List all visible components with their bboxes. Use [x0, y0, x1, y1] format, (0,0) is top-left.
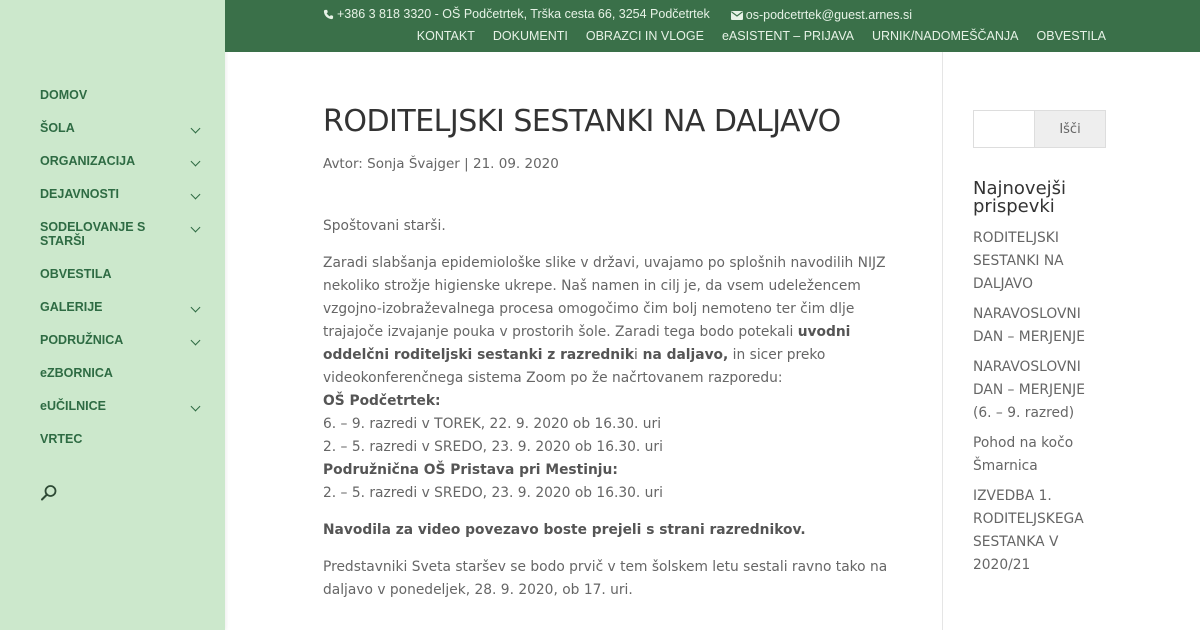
- phone-icon: [323, 9, 334, 20]
- top-bar: [225, 0, 1200, 52]
- email-text: os-podcetrtek@guest.arnes.si: [745, 8, 913, 22]
- post-meta: Avtor: Sonja Švajger | 21. 09. 2020: [323, 156, 559, 172]
- nav-item-podruznica[interactable]: [40, 333, 210, 347]
- top-nav: [417, 29, 1106, 43]
- school-heading: Podružnična OŠ Pristava pri Mestinju:: [323, 462, 618, 478]
- nav-item-label: ŠOLA: [40, 121, 75, 135]
- instructions-bold: Navodila za video povezavo boste prejeli s strani razrednikov.: [323, 522, 806, 538]
- recent-post-link[interactable]: IZVEDBA 1. RODITELJSKEGA SESTANKA V 2020/21: [973, 488, 1084, 573]
- nav-item-sola[interactable]: [40, 121, 210, 135]
- nav-item-obvestila[interactable]: [40, 267, 160, 281]
- nav-item-domov[interactable]: [40, 88, 160, 102]
- paragraph-bold: na daljavo,: [637, 347, 729, 363]
- nav-item-label: eZBORNICA: [40, 366, 113, 380]
- nav-item-dejavnosti[interactable]: [40, 187, 210, 201]
- top-link-kontakt[interactable]: KONTAKT: [416, 29, 475, 43]
- nav-item-label: GALERIJE: [40, 300, 103, 314]
- paragraph-bold: uvodni oddelčni roditeljski sestanki z razrednik: [323, 324, 851, 363]
- phone-text: +386 3 818 3320 - OŠ Podčetrtek, Trška cesta 66, 3254 Podčetrtek: [337, 7, 710, 21]
- top-link-urnik[interactable]: URNIK/NADOMEŠČANJA: [871, 29, 1019, 43]
- paragraph: Predstavniki Sveta staršev se bodo prvič v tem šolskem letu sestali ravno tako na daljavo v ponedeljek, 28. 9. 2020, ob 17. uri.: [323, 559, 888, 598]
- top-link-obvestila[interactable]: OBVESTILA: [1036, 29, 1106, 43]
- nav-item-organizacija[interactable]: [40, 154, 210, 168]
- recent-post-link[interactable]: NARAVOSLOVNI DAN – MERJENJE: [973, 306, 1085, 345]
- phone-info: [323, 7, 710, 21]
- nav-item-eucilnice[interactable]: [40, 399, 210, 413]
- chevron-down-icon[interactable]: [191, 190, 201, 200]
- nav-item-label: SODELOVANJE S STARŠI: [40, 220, 146, 248]
- post-title: RODITELJSKI SESTANKI NA DALJAVO: [323, 104, 841, 139]
- nav-item-sodelovanje[interactable]: [40, 220, 210, 248]
- paragraph-text: in sicer preko videokonferenčnega sistema Zoom po že načrtovanem razporedu:: [323, 347, 826, 386]
- top-link-easistent[interactable]: eASISTENT – PRIJAVA: [721, 29, 854, 43]
- chevron-down-icon[interactable]: [191, 303, 201, 313]
- widget-search: [973, 110, 1105, 148]
- search-button[interactable]: Išči: [1034, 110, 1106, 148]
- email-info[interactable]: [731, 8, 912, 22]
- instructions: [323, 519, 901, 542]
- nav-item-label: DEJAVNOSTI: [40, 187, 119, 201]
- chevron-down-icon[interactable]: [191, 336, 201, 346]
- nav-item-label: PODRUŽNICA: [40, 333, 124, 347]
- paragraph-text: i: [634, 347, 638, 363]
- nav-item-label: ORGANIZACIJA: [40, 154, 136, 168]
- chevron-down-icon[interactable]: [191, 124, 201, 134]
- post-content: [323, 104, 901, 616]
- nav-item-ezbornica[interactable]: [40, 366, 160, 380]
- schedule-line: 6. – 9. razredi v TOREK, 22. 9. 2020 ob 16.30. uri: [323, 416, 662, 432]
- schedule-line: 2. – 5. razredi v SREDO, 23. 9. 2020 ob 16.30. uri: [323, 439, 663, 455]
- search-icon[interactable]: [40, 484, 58, 502]
- top-link-dokumenti[interactable]: DOKUMENTI: [492, 29, 568, 43]
- mail-icon: [731, 11, 743, 20]
- greeting: Spoštovani starši.: [323, 218, 446, 234]
- nav-item-label: DOMOV: [40, 88, 88, 102]
- school-heading: OŠ Podčetrtek:: [323, 393, 441, 409]
- left-sidebar: [0, 0, 225, 630]
- top-link-obrazci[interactable]: OBRAZCI IN VLOGE: [585, 29, 704, 43]
- nav-item-label: VRTEC: [40, 432, 83, 446]
- nav-item-vrtec[interactable]: [40, 432, 160, 446]
- divider: [942, 52, 943, 630]
- nav-item-galerije[interactable]: [40, 300, 210, 314]
- chevron-down-icon[interactable]: [191, 157, 201, 167]
- paragraph-text: Zaradi slabšanja epidemiološke slike v državi, uvajamo po splošnih navodilih NIJZ nekoliko strožje higienske ukrepe. Naš namen in cilj je, da vsem udeležencem vzgojno-izobraževalnega procesa omogočimo čim bolj nemoteno ter čim dlje trajajoče izvajanje pouka v prostorih šole. Zaradi tega bodo potekali: [323, 255, 886, 340]
- paragraph: [323, 252, 901, 505]
- search-input[interactable]: [973, 110, 1034, 148]
- chevron-down-icon[interactable]: [191, 223, 201, 233]
- nav-item-label: OBVESTILA: [40, 267, 112, 281]
- nav-item-label: eUČILNICE: [40, 399, 106, 413]
- schedule-line: 2. – 5. razredi v SREDO, 23. 9. 2020 ob 16.30. uri: [323, 485, 663, 501]
- contact-info: [323, 7, 912, 23]
- recent-posts-list: [973, 227, 1105, 584]
- recent-posts-title: Najnovejši prispevki: [973, 178, 1067, 217]
- recent-post-link[interactable]: RODITELJSKI SESTANKI NA DALJAVO: [973, 230, 1064, 292]
- recent-post-link[interactable]: Pohod na kočo Šmarnica: [973, 435, 1074, 474]
- chevron-down-icon[interactable]: [191, 402, 201, 412]
- post-body: [323, 215, 901, 602]
- recent-post-link[interactable]: NARAVOSLOVNI DAN – MERJENJE (6. – 9. razred): [973, 359, 1085, 421]
